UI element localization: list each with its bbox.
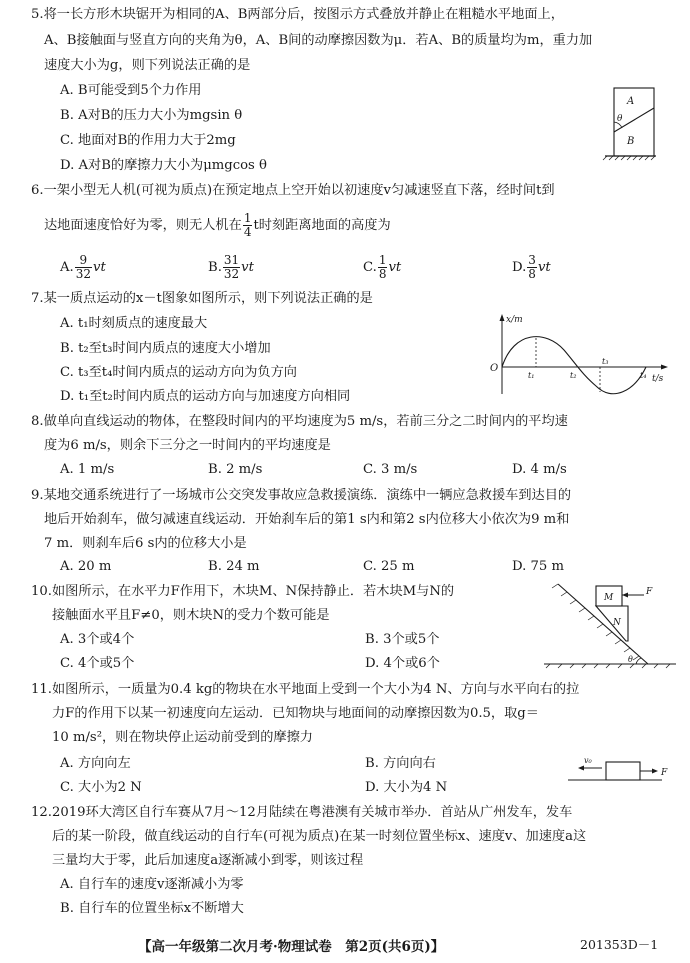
q5-line1: 5.将一长方形木块锯开为相同的A、B两部分后，按图示方式叠放并静止在粗糙水平地面上， [31, 7, 564, 22]
q6-c-prefix: C. [363, 260, 377, 275]
q10-label-f: F [646, 587, 653, 597]
q9-line3: 7 m．则刹车后6 s内的位移大小是 [44, 536, 247, 551]
q6-a-frac [75, 254, 92, 281]
q6-c-den: 8 [378, 267, 387, 281]
q10-label-theta: θ [628, 655, 633, 664]
q6-option-d [512, 254, 551, 281]
q10-option-a: A. 3个或4个 [60, 632, 135, 647]
q11-option-a: A. 方向向左 [60, 756, 131, 771]
q6-option-b [208, 254, 254, 281]
q6-line2-end: t时刻距离地面的高度为 [253, 218, 391, 233]
q6-d-num: 3 [528, 253, 536, 267]
q10-option-d: D. 4个或6个 [365, 656, 440, 671]
q7-option-c: C. t₃至t₄时间内质点的运动方向为负方向 [60, 365, 297, 380]
q6-option-a [60, 254, 106, 281]
q10-line2: 接触面水平且F≠0，则木块N的受力个数可能是 [52, 608, 330, 623]
q6-fraction [243, 212, 253, 239]
q10-line1: 10.如图所示，在水平力F作用下，木块M、N保持静止．若木块M与N的 [31, 584, 455, 599]
q6-d-den: 8 [528, 267, 536, 281]
q7-option-d: D. t₁至t₂时间内质点的运动方向与加速度方向相同 [60, 389, 351, 404]
q7-tick-t3: t₃ [602, 357, 609, 366]
q6-c-num: 1 [378, 253, 387, 267]
q11-option-c: C. 大小为2 N [60, 780, 142, 795]
q9-option-a: A. 20 m [60, 559, 112, 574]
q6-d-prefix: D. [512, 260, 527, 275]
page-footer-code: 201353D－1 [580, 937, 659, 952]
q8-option-c: C. 3 m/s [363, 462, 418, 477]
q6-fraction-num: 1 [243, 211, 252, 225]
q7-xlabel: t/s [652, 374, 664, 384]
q9-line1: 9.某地交通系统进行了一场城市公交突发事故应急救援演练．演练中一辆应急救援车到达目的 [31, 488, 572, 503]
q7-ylabel: x/m [506, 315, 523, 325]
q5-figure [600, 84, 660, 160]
q11-figure [566, 754, 676, 784]
q11-label-v0: v₀ [584, 756, 592, 765]
q6-a-prefix: A. [60, 260, 74, 275]
q7-option-b: B. t₂至t₃时间内质点的速度大小增加 [60, 341, 271, 356]
q11-line2: 力F的作用下以某一初速度向左运动．已知物块与地面间的动摩擦因数为0.5，取g＝ [52, 706, 539, 721]
q5-label-theta: θ [617, 114, 623, 124]
q6-line1: 6.一架小型无人机(可视为质点)在预定地点上空开始以初速度v匀减速竖直下落，经时间t到 [31, 183, 555, 198]
q12-option-a: A. 自行车的速度v逐渐减小为零 [60, 877, 244, 892]
q7-xt-graph [484, 312, 674, 398]
q9-line2: 地后开始刹车，做匀减速直线运动．开始刹车后的第1 s内和第2 s内位移大小依次为9 m和 [44, 512, 570, 527]
q9-option-d: D. 75 m [512, 559, 564, 574]
q7-tick-t2: t₂ [570, 371, 577, 380]
q5-option-c: C. 地面对B的作用力大于2mg [60, 133, 236, 148]
q6-a-num: 9 [75, 254, 92, 268]
q6-fraction-den: 4 [243, 225, 252, 239]
q5-option-a: A. B可能受到5个力作用 [60, 83, 202, 98]
q7-tick-t1: t₁ [528, 371, 535, 380]
q10-option-c: C. 4个或5个 [60, 656, 135, 671]
q6-c-frac [378, 254, 388, 281]
q5-label-a: A [627, 96, 635, 107]
q10-figure [540, 578, 680, 672]
q11-line3: 10 m/s²，则在物块停止运动前受到的摩擦力 [52, 730, 313, 745]
q7-tick-t4: t₄ [640, 371, 647, 380]
q8-line2: 度为6 m/s，则余下三分之一时间内的平均速度是 [44, 438, 331, 453]
q12-line2: 后的某一阶段，做直线运动的自行车(可视为质点)在某一时刻位置坐标x、速度v、加速度a这 [52, 829, 587, 844]
q11-option-b: B. 方向向右 [365, 756, 436, 771]
q8-option-d: D. 4 m/s [512, 462, 567, 477]
q12-line1: 12.2019环大湾区自行车赛从7月～12月陆续在粤港澳有关城市举办．首站从广州发车，发车 [31, 805, 573, 820]
q6-b-num: 31 [223, 253, 240, 267]
q11-option-d: D. 大小为4 N [365, 780, 448, 795]
q5-option-b: B. A对B的压力大小为mgsin θ [60, 108, 243, 123]
q6-b-suffix: vt [241, 260, 254, 275]
q6-c-suffix: vt [388, 260, 402, 275]
q6-option-c [363, 254, 401, 281]
q6-line2-start: 达地面速度恰好为零，则无人机在 [44, 218, 242, 233]
q5-label-b: B [627, 136, 635, 147]
q12-line3: 三量均大于零，此后加速度a逐渐减小到零，则该过程 [52, 853, 364, 868]
q6-b-frac [223, 254, 240, 281]
q7-origin: O [490, 363, 499, 374]
q9-option-c: C. 25 m [363, 559, 415, 574]
q11-line1: 11.如图所示，一质量为0.4 kg的物块在水平地面上受到一个大小为4 N、方向与水平向右的拉 [31, 682, 580, 697]
q6-b-den: 32 [223, 267, 240, 281]
q5-option-d: D. A对B的摩擦力大小为μmgcos θ [60, 158, 267, 173]
q12-option-b: B. 自行车的位置坐标x不断增大 [60, 901, 244, 916]
q8-line1: 8.做单向直线运动的物体，在整段时间内的平均速度为5 m/s，若前三分之二时间内的平均速 [31, 414, 568, 429]
q6-b-prefix: B. [208, 260, 222, 275]
q10-option-b: B. 3个或5个 [365, 632, 440, 647]
q5-line3: 速度大小为g，则下列说法正确的是 [44, 58, 251, 73]
q11-label-f: F [661, 768, 668, 778]
q8-option-b: B. 2 m/s [208, 462, 263, 477]
q7-line1: 7.某一质点运动的x－t图象如图所示，则下列说法正确的是 [31, 291, 373, 306]
q6-a-den: 32 [75, 267, 91, 281]
q9-option-b: B. 24 m [208, 559, 260, 574]
q7-option-a: A. t₁时刻质点的速度最大 [60, 316, 208, 331]
page-footer-title: 【高一年级第二次月考·物理试卷 第2页(共6页)】 [138, 939, 445, 955]
q6-a-suffix: vt [93, 260, 106, 275]
q10-label-n: N [613, 618, 621, 628]
q6-d-suffix: vt [537, 260, 551, 275]
q5-line2: A、B接触面与竖直方向的夹角为θ，A、B间的动摩擦因数为μ．若A、B的质量均为m，重力加 [44, 33, 593, 48]
q8-option-a: A. 1 m/s [60, 462, 115, 477]
q6-line2 [44, 212, 391, 239]
q10-label-m: M [604, 593, 614, 603]
q6-d-frac [527, 254, 537, 281]
